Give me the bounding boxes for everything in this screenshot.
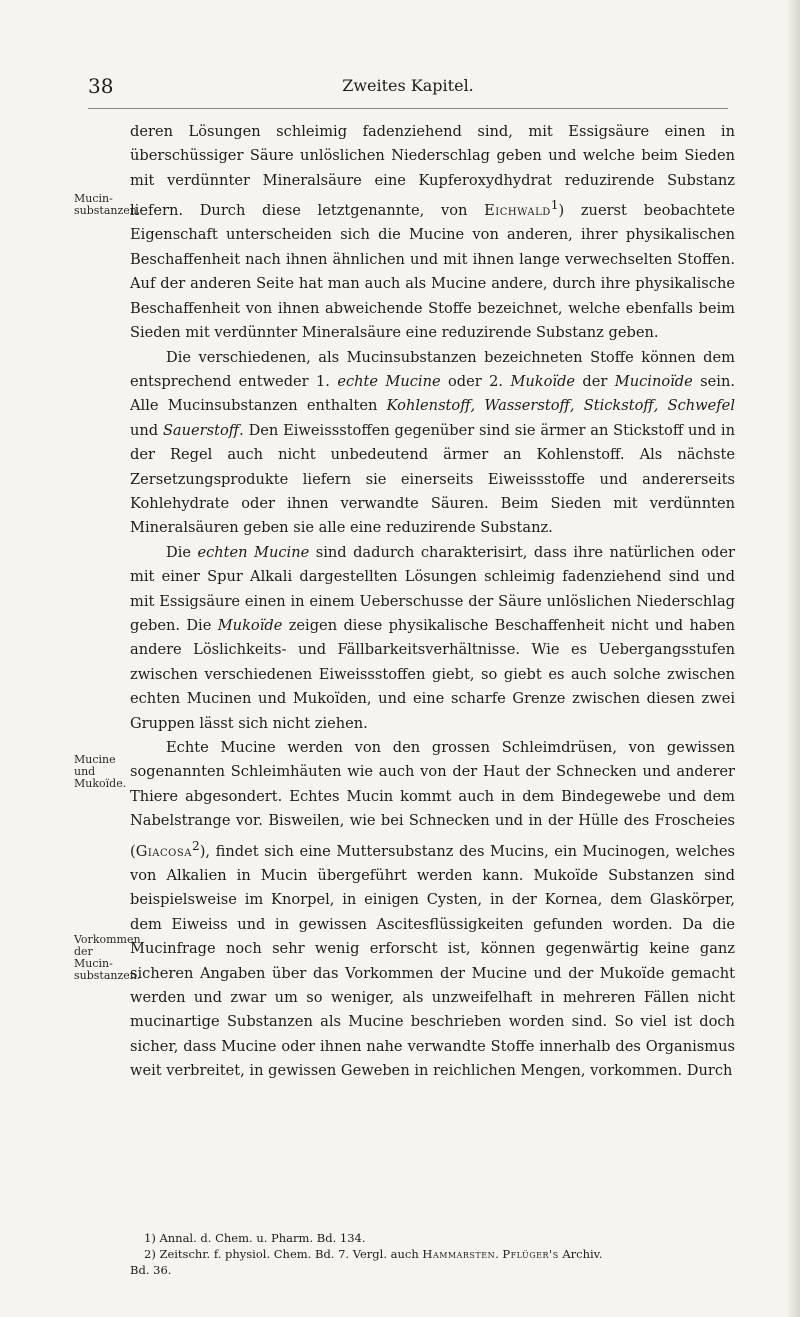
text-run: der [575, 372, 615, 390]
paragraph-4 [130, 736, 735, 1084]
sidenote-mucine-und-mukoide: Mucine und Mukoïde. [74, 753, 127, 790]
text-run: ) zuerst beobachtete Eigenschaft unterscheiden sich die Mucine von anderen, ihrer physikalischen Beschaffenheit nach ihnen ähnlichen und mit ihnen lange verwechselten Stoffen. Auf der anderen Seite hat man auch als Mucine andere, durch ihre physikalische Beschaffenheit von ihnen abweichende Stoffe bezeichnet, welche ebenfalls beim Sieden mit verdünnter Mineralsäure eine reduzirende Substanz geben. [130, 202, 735, 342]
text-run: deren Lösungen schleimig fadenziehend sind, mit Essigsäure einen in überschüssiger Säure unlöslichen Niederschlag geben und welche beim Sieden mit verdünnter Mineralsäure eine Kupferoxydhydrat reduzirende Substanz liefern. Durch diese letztgenannte, von [130, 123, 735, 220]
italic-term: echten Mucine [197, 543, 310, 561]
text-run: sind dadurch charakterisirt, dass ihre natürlichen oder mit einer Spur Alkali dargestellten Lösungen schleimig fadenziehend sind und mit Essigsäure einen in einem Ueberschusse der Säure unlöslichen Niederschlag geben. Die [130, 543, 735, 634]
text-run: oder 2. [440, 372, 511, 390]
italic-term: Kohlenstoff, Wasserstoff, Stickstoff, Schwefel [386, 397, 735, 415]
text-run: Die verschiedenen, als Mucinsubstanzen bezeichneten Stoffe können dem entsprechend entweder 1. [130, 348, 735, 390]
author-eichwald: Eichwald [484, 202, 551, 220]
text-run: 2) Zeitschr. f. physiol. Chem. Bd. 7. Vergl. auch [144, 1247, 423, 1261]
italic-term: Mukoïde [217, 616, 283, 634]
text-run: . Den Eiweissstoffen gegenüber sind sie ärmer an Stickstoff und in der Regel auch nicht unbedeutend ärmer an Kohlenstoff. Als nächste Zersetzungsprodukte liefern sie einerseits Eiweissstoffe und andererseits Kohlehydrate oder ihnen verwandte Säuren. Beim Sieden mit verdünnten Mineralsäuren geben sie alle eine reduzirende Substanz. [130, 421, 735, 537]
italic-term: echte Mucine [337, 372, 441, 390]
sidenote-vorkommen: Vorkommen der Mucin-substanzen. [74, 933, 141, 982]
text-run: Echte Mucine werden von den grossen Schleimdrüsen, von gewissen sogenannten Schleimhäuten wie auch von der Haut der Schnecken und anderer Thiere abgesondert. Echtes Mucin kommt auch in dem Bindegewebe und dem Nabelstrange vor. Bisweilen, wie bei Schnecken und in der Hülle des Froscheies ( [130, 739, 735, 860]
author-pflueger: Pflüger's [502, 1247, 559, 1261]
italic-term: Mucinoïde [614, 372, 693, 390]
italic-term: Sauerstoff [162, 421, 240, 439]
page-header [88, 58, 728, 109]
page-edge-shadow [786, 0, 800, 1317]
footnote-2 [130, 1246, 735, 1262]
text-run: . [495, 1247, 503, 1261]
italic-term: Mukoïde [510, 372, 576, 390]
paragraph-3 [130, 541, 735, 736]
paragraph-2 [130, 346, 735, 541]
footnote-1: 1) Annal. d. Chem. u. Pharm. Bd. 134. [144, 1231, 366, 1245]
running-head: Zweites Kapitel. [342, 76, 474, 95]
text-run: Archiv. [558, 1247, 603, 1261]
text-run: sein. Alle Mucinsubstanzen enthalten [130, 372, 735, 415]
sidenote-mucin-substanzen: Mucin-substanzen. [74, 192, 141, 217]
author-hammarsten: Hammarsten [422, 1247, 496, 1261]
text-run: und [130, 421, 163, 439]
page-number: 38 [88, 74, 114, 98]
text-run: Die [166, 543, 198, 561]
footnote-ref-1: 1 [550, 198, 559, 213]
body-text [130, 120, 735, 1084]
footnotes [130, 1230, 735, 1278]
footnote-ref-2: 2 [191, 838, 200, 853]
text-run: ), findet sich eine Muttersubstanz des Mucins, ein Mucinogen, welches von Alkalien in Mucin übergeführt werden kann. Mukoïde Substanzen sind beispielsweise im Knorpel, in einigen Cysten, in der Kornea, dem Glaskörper, dem Eiweiss und in gewissen Ascitesflüssigkeiten gefunden worden. Da die Mucinfrage noch sehr wenig erforscht ist, können gegenwärtig keine ganz sicheren Angaben über das Vorkommen der Mucine und der Mukoïde gemacht werden und zwar um so weniger, als unzweifelhaft in mehreren Fällen nicht mucinartige Substanzen als Mucine beschrieben worden sind. So viel ist doch sicher, dass Mucine oder ihnen nahe verwandte Stoffe innerhalb des Organismus weit verbreitet, in gewissen Geweben in reichlichen Mengen, vorkommen. Durch [130, 842, 735, 1080]
footnote-2-continued: Bd. 36. [130, 1263, 172, 1277]
paragraph-1 [130, 120, 735, 346]
author-giacosa: Giacosa [135, 842, 192, 860]
text-run: zeigen diese physikalische Beschaffenheit nicht und haben andere Löslichkeits- und Fällbarkeitsverhältnisse. Wie es Uebergangsstufen zwischen verschiedenen Eiweissstoffen giebt, so giebt es auch solche zwischen echten Mucinen und Mukoïden, und eine scharfe Grenze zwischen diesen zwei Gruppen lässt sich nicht ziehen. [130, 616, 735, 732]
